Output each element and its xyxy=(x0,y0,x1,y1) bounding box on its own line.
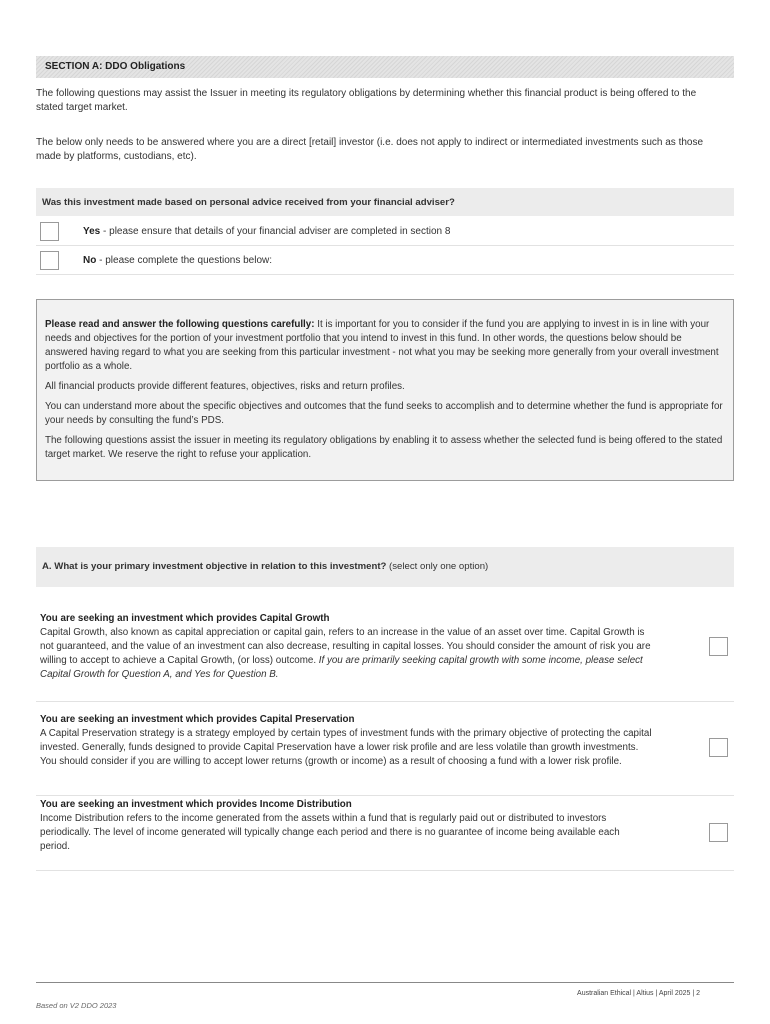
section-title: SECTION A: DDO Obligations xyxy=(45,61,186,72)
no-option-desc: - please complete the questions below: xyxy=(96,255,273,266)
capital-growth-text xyxy=(40,612,652,682)
choice-capital-preservation xyxy=(36,713,734,796)
capital-growth-title: You are seeking an investment which provides Capital Growth xyxy=(40,613,330,624)
capital-growth-checkbox[interactable] xyxy=(709,637,728,656)
income-distribution-checkbox[interactable] xyxy=(709,823,728,842)
capital-preservation-checkbox[interactable] xyxy=(709,738,728,757)
instructions-lead xyxy=(45,318,723,374)
capital-preservation-title: You are seeking an investment which provides Capital Preservation xyxy=(40,714,355,725)
instructions-paragraph-3: You can understand more about the specific objectives and outcomes that the fund seeks to accomplish and to determine whether the fund is appropriate for your needs by consulting the fund’s PDS. xyxy=(45,401,723,426)
choice-income-distribution xyxy=(36,798,734,871)
advice-question-label: Was this investment made based on personal advice received from your financial adviser? xyxy=(36,188,734,216)
instructions-lead-text: It is important for you to consider if the fund you are applying to invest in is in line with your needs and objectives for the portion of your investment portfolio that you intend to invest in this fund. In other words, the questions below should be answered having regard to what you are seeking from this particular investment - not what you may be seeking more generally from your overall investment portfolio as a whole. xyxy=(45,319,719,372)
choice-capital-growth xyxy=(36,612,734,702)
capital-preservation-body: A Capital Preservation strategy is a strategy employed by certain types of investment funds with the primary objective of protecting the capital invested. Generally, funds designed to provide Capital Preservation have a lower risk profile and are less volatile than growth investments. You should consider if you are willing to accept lower returns (growth or income) as a result of choosing a fund with a lower risk profile. xyxy=(40,728,652,767)
intro-paragraph-1: The following questions may assist the Issuer in meeting its regulatory obligations by determining whether this financial product is being offered to the stated target market. xyxy=(36,88,697,113)
yes-checkbox[interactable] xyxy=(40,222,59,241)
yes-option-text xyxy=(83,226,450,237)
capital-growth-body: Capital Growth, also known as capital appreciation or capital gain, refers to an increase in the value of an asset over time. Capital Growth is not guaranteed, and the value of an investment can also decrease, resulting in capital losses. You should consider the amount of risk you are willing to accept to achieve a Capital Growth, (or loss) outcome. xyxy=(40,627,651,666)
yes-option-desc: - please ensure that details of your financial adviser are completed in section 8 xyxy=(100,226,451,237)
question-a-hint: (select only one option) xyxy=(386,561,489,572)
question-a-bold: A. What is your primary investment objective in relation to this investment? xyxy=(42,561,387,572)
footer-divider xyxy=(36,982,734,983)
question-a-label xyxy=(36,547,734,587)
capital-preservation-text xyxy=(40,713,652,769)
instructions-box xyxy=(36,299,734,481)
footer-version: Based on V2 DDO 2023 xyxy=(36,1001,117,1010)
advice-option-yes xyxy=(36,217,734,246)
instructions-lead-bold: Please read and answer the following questions carefully: xyxy=(45,319,315,330)
footer-page-info: Australian Ethical | Altius | April 2025 | 2 xyxy=(577,990,700,997)
section-a-header xyxy=(36,56,734,78)
income-distribution-title: You are seeking an investment which provides Income Distribution xyxy=(40,799,352,810)
income-distribution-body: Income Distribution refers to the income generated from the assets within a fund that is regularly paid out or distributed to investors periodically. The level of income generated will typically change each period and there is no guarantee of income being available each period. xyxy=(40,813,620,852)
instructions-paragraph-4: The following questions assist the issuer in meeting its regulatory obligations by enabling it to assess whether the selected fund is being offered to the stated target market. We reserve the right to refuse your application. xyxy=(45,435,723,460)
instructions-paragraph-2: All financial products provide different features, objectives, risks and return profiles. xyxy=(45,381,405,392)
no-option-bold: No xyxy=(83,255,97,266)
no-option-text xyxy=(83,255,272,266)
capital-growth-note: If you are primarily seeking capital growth with some income, please select Capital Growth for Question A, and Yes for Question B. xyxy=(40,655,643,680)
income-distribution-text xyxy=(40,798,652,854)
intro-paragraph-2: The below only needs to be answered where you are a direct [retail] investor (i.e. does not apply to indirect or intermediated investments such as those made by platforms, custodians, etc). xyxy=(36,137,704,162)
yes-option-bold: Yes xyxy=(83,226,101,237)
advice-option-no xyxy=(36,246,734,275)
no-checkbox[interactable] xyxy=(40,251,59,270)
